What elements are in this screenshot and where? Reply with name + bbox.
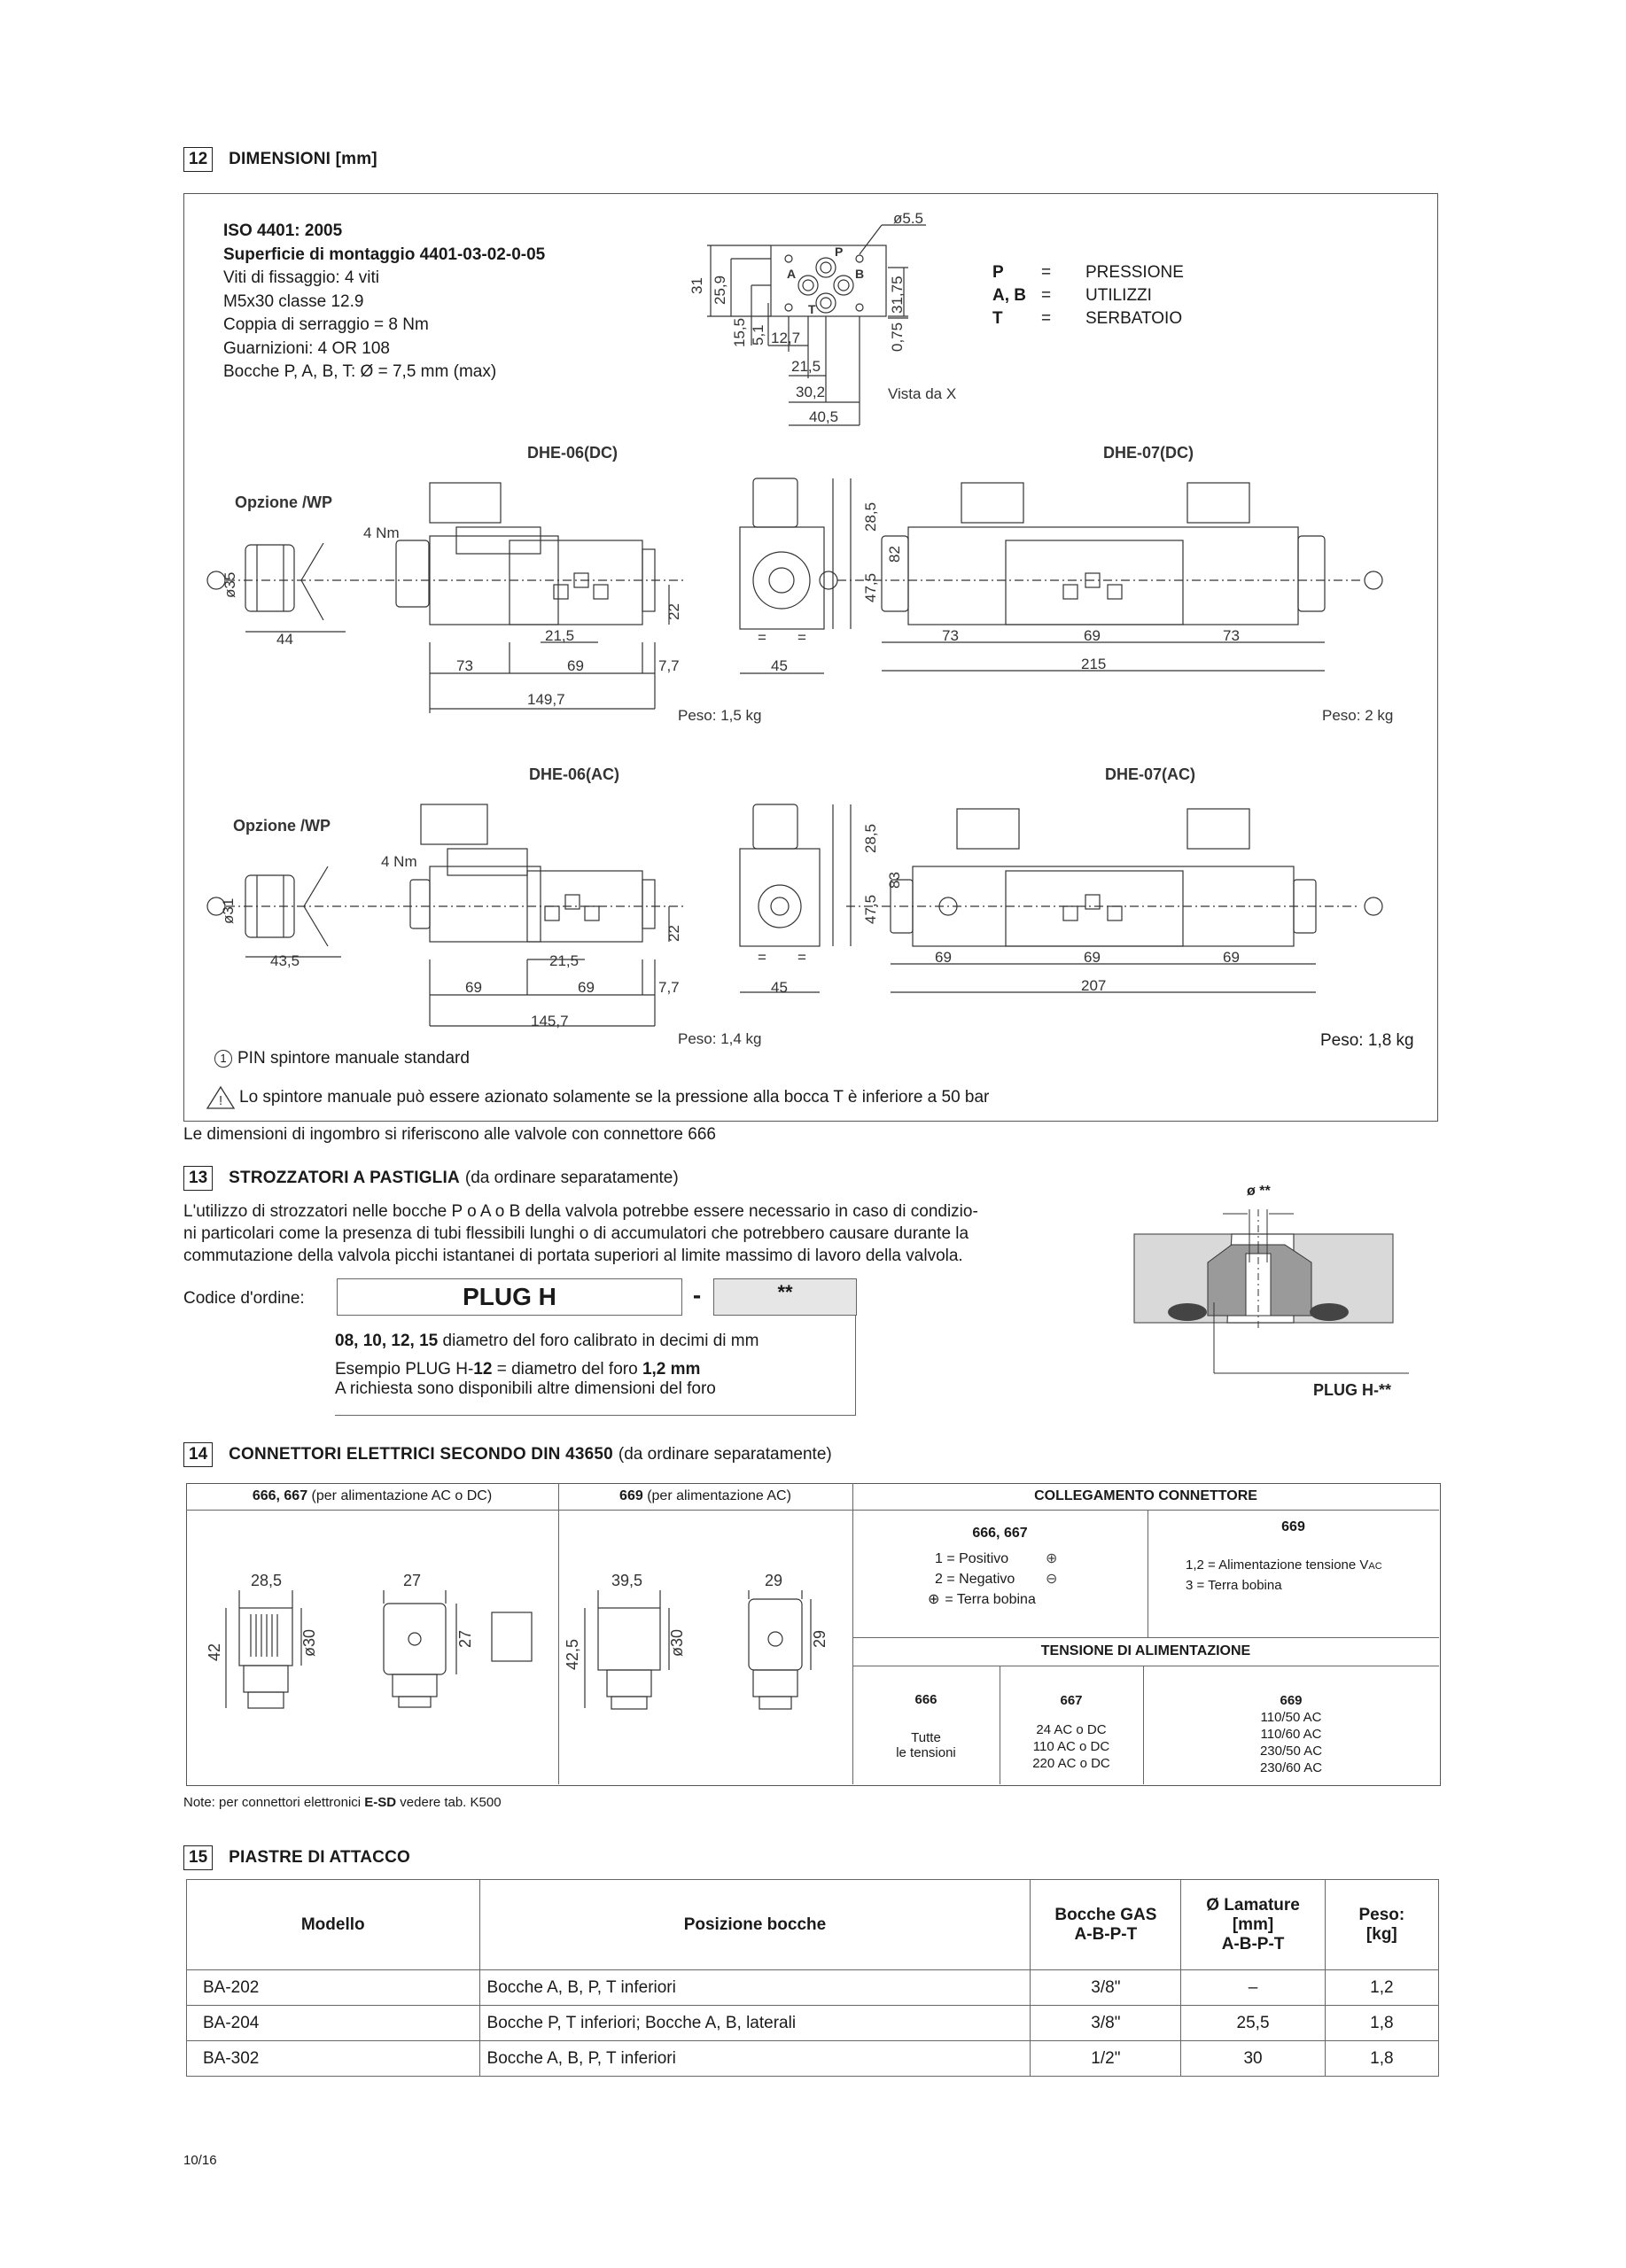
dim-label: 0,75 xyxy=(889,322,906,352)
weight-label: Peso: 2 kg xyxy=(1322,707,1394,724)
legend-key: T xyxy=(992,309,1003,328)
tension-line: Tutte xyxy=(911,1730,941,1745)
legend-value: SERBATOIO xyxy=(1085,309,1183,328)
dim-label: 207 xyxy=(1081,977,1107,994)
dc-valves-drawing xyxy=(191,439,1431,731)
warning-icon xyxy=(206,1085,236,1110)
drawing-title: DHE-06(AC) xyxy=(529,765,620,783)
drawing-title: DHE-06(DC) xyxy=(527,444,619,462)
weight-label: Peso: 1,5 kg xyxy=(678,707,762,724)
dim-label: 21,5 xyxy=(545,627,575,644)
iso-line: M5x30 classe 12.9 xyxy=(223,291,364,311)
dim-label: 73 xyxy=(942,627,959,644)
table-cell: 1,8 xyxy=(1325,2041,1438,2077)
table-header: Modello xyxy=(187,1880,480,1970)
note-a: Note: per connettori elettronici xyxy=(183,1795,365,1810)
pin-note-text: PIN spintore manuale standard xyxy=(237,1049,470,1068)
iso-line: Guarnizioni: 4 OR 108 xyxy=(223,338,390,358)
table-cell: 1/2" xyxy=(1031,2041,1181,2077)
dim-label: = xyxy=(758,949,766,966)
dim-label: 82 xyxy=(886,546,903,563)
dim-label: 25,9 xyxy=(712,275,728,305)
section-title-note: (da ordinare separatamente) xyxy=(618,1445,832,1464)
dim-label: 69 xyxy=(1084,949,1101,966)
view-label: Vista da X xyxy=(888,385,957,402)
dim-label: 21,5 xyxy=(791,358,821,375)
table-header: Bocche GAS A-B-P-T xyxy=(1031,1880,1181,1970)
order-code-plug: PLUG H xyxy=(337,1278,682,1316)
dim-label: 28,5 xyxy=(251,1572,283,1589)
drawing-title: DHE-07(AC) xyxy=(1105,765,1196,783)
legend-value: PRESSIONE xyxy=(1085,263,1184,282)
table-cell: – xyxy=(1181,1970,1325,2006)
plus-icon: ⊕ xyxy=(1046,1551,1058,1566)
wiring-666-title: 666, 667 xyxy=(972,1526,1028,1541)
throttle-paragraph xyxy=(183,1200,978,1267)
dim-label: 47,5 xyxy=(862,894,879,924)
tension-line: 220 AC o DC xyxy=(1032,1756,1110,1771)
tension-line: 110/50 AC xyxy=(1260,1710,1322,1725)
dim-label: 31,75 xyxy=(889,276,906,314)
table-cell: Bocche P, T inferiori; Bocche A, B, laterali xyxy=(479,2006,1031,2041)
table-cell: 1,2 xyxy=(1325,1970,1438,2006)
dim-label: 7,7 xyxy=(658,979,680,996)
dim-label: 215 xyxy=(1081,656,1107,672)
section-number: 13 xyxy=(183,1166,213,1191)
table-cell: 3/8" xyxy=(1031,2006,1181,2041)
example-b: 12 xyxy=(473,1360,493,1379)
pin-icon: 1 xyxy=(214,1050,232,1068)
table-header: Ø Lamature [mm] A-B-P-T xyxy=(1181,1880,1325,1970)
dim-label: 69 xyxy=(465,979,482,996)
tension-669 xyxy=(1143,1692,1439,1776)
connector-666-header xyxy=(186,1488,558,1504)
legend-key: P xyxy=(992,263,1004,282)
order-code-example xyxy=(335,1360,855,1379)
wiring-666-list xyxy=(928,1549,1036,1610)
weight-label: Peso: 1,4 kg xyxy=(678,1030,762,1047)
iso-line: Viti di fissaggio: 4 viti xyxy=(223,268,380,287)
paragraph-line: commutazione della valvola picchi istantanei di portata superiori al limite massimo di lavoro della valvola. xyxy=(183,1247,963,1265)
port-label: B xyxy=(855,267,865,281)
order-code-label: Codice d'ordine: xyxy=(183,1289,305,1308)
dim-label: 69 xyxy=(567,657,584,674)
dim-label: 27 xyxy=(403,1572,422,1589)
dim-label: 27 xyxy=(456,1629,474,1648)
tension-667 xyxy=(1000,1692,1143,1772)
table-cell: 1,8 xyxy=(1325,2006,1438,2041)
table-cell: 3/8" xyxy=(1031,1970,1181,2006)
dim-label: 44 xyxy=(276,631,293,648)
dim-label: 15,5 xyxy=(731,317,748,347)
dim-label: 69 xyxy=(578,979,595,996)
order-code-note: A richiesta sono disponibili altre dimensioni del foro xyxy=(335,1379,716,1398)
divider xyxy=(852,1510,1439,1511)
dim-label: 47,5 xyxy=(862,572,879,602)
footer-note: Le dimensioni di ingombro si riferiscono alle valvole con connettore 666 xyxy=(183,1125,716,1144)
dim-label: ø5.5 xyxy=(893,210,924,227)
plug-h-figure xyxy=(1125,1174,1444,1413)
h-bold: 669 xyxy=(619,1488,643,1503)
port-legend xyxy=(992,261,1184,330)
dim-label: 73 xyxy=(1223,627,1240,644)
option-label: Opzione /WP xyxy=(233,817,331,835)
dim-label: 39,5 xyxy=(611,1572,643,1589)
plug-fig-label: PLUG H-** xyxy=(1313,1381,1392,1399)
wiring-line: 3 = Terra bobina xyxy=(1186,1578,1282,1593)
weight-label: Peso: 1,8 kg xyxy=(1320,1031,1414,1050)
warning-note-text: Lo spintore manuale può essere azionato solamente se la pressione alla bocca T è inferiore a 50 bar xyxy=(239,1088,990,1107)
port-label: A xyxy=(787,267,797,281)
order-code-dash: - xyxy=(692,1281,702,1309)
table-cell: BA-202 xyxy=(187,1970,480,2006)
tension-title: 667 xyxy=(1060,1693,1083,1708)
legend-key: A, B xyxy=(992,286,1026,305)
dim-label: 29 xyxy=(765,1572,783,1589)
dim-label: 69 xyxy=(1223,949,1240,966)
table-header: Posizione bocche xyxy=(479,1880,1031,1970)
tension-line: 24 AC o DC xyxy=(1036,1722,1107,1737)
drawing-title: DHE-07(DC) xyxy=(1103,444,1194,462)
mounting-plates-table xyxy=(186,1879,1439,2077)
dim-label: 22 xyxy=(665,603,682,620)
h-rest: (per alimentazione AC o DC) xyxy=(307,1488,493,1503)
wiring-669-title: 669 xyxy=(1281,1519,1305,1534)
tension-line: 230/50 AC xyxy=(1259,1744,1323,1759)
dim-label: 83 xyxy=(886,872,903,889)
dim-label: 12,7 xyxy=(771,330,801,346)
desc-bold: 08, 10, 12, 15 xyxy=(335,1332,439,1350)
iso-line: Coppia di serraggio = 8 Nm xyxy=(223,315,429,334)
section-13-header xyxy=(183,1166,679,1191)
minus-icon: ⊖ xyxy=(1046,1572,1058,1587)
h-bold: 666, 667 xyxy=(252,1488,308,1503)
page-number: 10/16 xyxy=(183,2153,217,2168)
section-number: 15 xyxy=(183,1845,213,1870)
dim-label: 29 xyxy=(811,1629,829,1648)
dim-label: ø30 xyxy=(668,1628,686,1657)
dim-label: 43,5 xyxy=(270,952,300,969)
dim-label: 31 xyxy=(689,277,705,294)
tension-666 xyxy=(852,1692,1000,1760)
order-code-desc-box xyxy=(335,1316,856,1416)
dim-label: 7,7 xyxy=(658,657,680,674)
dim-label: = xyxy=(797,629,806,646)
note-c: vedere tab. K500 xyxy=(396,1795,502,1810)
dim-label: = xyxy=(758,629,766,646)
section-number: 12 xyxy=(183,147,213,172)
section-title: STROZZATORI A PASTIGLIA xyxy=(229,1169,460,1187)
table-row xyxy=(187,2006,1439,2041)
note-b: E-SD xyxy=(364,1795,397,1810)
dim-label: 30,2 xyxy=(796,384,826,400)
warning-note xyxy=(206,1085,989,1110)
legend-eq: = xyxy=(1041,309,1052,328)
wiring-symbols xyxy=(1046,1549,1057,1589)
order-code-option: ** xyxy=(713,1278,857,1316)
wiring-line-text: 1,2 = Alimentazione tensione V xyxy=(1186,1557,1369,1573)
legend-eq: = xyxy=(1041,263,1052,282)
connection-header: COLLEGAMENTO CONNETTORE xyxy=(1034,1488,1257,1503)
section-14-header xyxy=(183,1442,832,1467)
dim-label: ø31 xyxy=(220,897,237,924)
pin-note xyxy=(214,1049,470,1068)
paragraph-line: ni particolari come la presenza di tubi flessibili lunghi o di accumulatori che potrebbero causare durante la xyxy=(183,1224,969,1243)
table-cell: 25,5 xyxy=(1181,2006,1325,2041)
dim-label: = xyxy=(797,949,806,966)
connector-669-header xyxy=(558,1488,852,1504)
table-cell: BA-302 xyxy=(187,2041,480,2077)
ground-icon: ⊕ xyxy=(928,1592,940,1607)
table-cell: 30 xyxy=(1181,2041,1325,2077)
mounting-surface-drawing xyxy=(656,206,992,438)
port-label: P xyxy=(835,245,844,259)
dim-label: 145,7 xyxy=(531,1013,569,1029)
table-header-row xyxy=(187,1880,1439,1970)
paragraph-line: L'utilizzo di strozzatori nelle bocche P o A o B della valvola potrebbe essere necessario in caso di condizio- xyxy=(183,1202,978,1221)
table-header: Peso: [kg] xyxy=(1325,1880,1438,1970)
example-c: = diametro del foro xyxy=(492,1360,642,1379)
legend-eq: = xyxy=(1041,286,1052,305)
wiring-line xyxy=(1186,1556,1382,1576)
dim-label: 22 xyxy=(665,925,682,942)
divider xyxy=(852,1637,1439,1638)
table-cell: Bocche A, B, P, T inferiori xyxy=(479,1970,1031,2006)
tension-header: TENSIONE DI ALIMENTAZIONE xyxy=(1040,1643,1251,1658)
order-code-desc xyxy=(335,1332,855,1351)
dim-label: 28,5 xyxy=(862,823,879,853)
desc-rest: diametro del foro calibrato in decimi di mm xyxy=(438,1332,759,1350)
torque-label: 4 Nm xyxy=(381,853,417,870)
section-12-header xyxy=(183,147,377,172)
tension-line: le tensioni xyxy=(896,1745,956,1760)
h-rest: (per alimentazione AC) xyxy=(642,1488,791,1503)
section-title: PIASTRE DI ATTACCO xyxy=(229,1848,410,1867)
tension-title: 669 xyxy=(1280,1693,1303,1708)
subscript: AC xyxy=(1368,1561,1382,1572)
plug-dia-label: ø ** xyxy=(1247,1184,1271,1199)
tension-line: 230/60 AC xyxy=(1259,1760,1323,1775)
section-15-header xyxy=(183,1845,410,1870)
dim-label: 45 xyxy=(771,657,788,674)
iso-line: Bocche P, A, B, T: Ø = 7,5 mm (max) xyxy=(223,362,497,381)
section-title-note: (da ordinare separatamente) xyxy=(464,1169,679,1187)
dim-label: 21,5 xyxy=(549,952,580,969)
section-title: CONNETTORI ELETTRICI SECONDO DIN 43650 xyxy=(229,1445,613,1464)
connector-drawings xyxy=(191,1559,851,1719)
dim-label: 45 xyxy=(771,979,788,996)
iso-spec-block xyxy=(223,220,545,384)
wiring-line xyxy=(928,1589,1036,1610)
legend-value: UTILIZZI xyxy=(1085,286,1152,305)
dim-label: 42,5 xyxy=(564,1638,581,1670)
table-cell: BA-204 xyxy=(187,2006,480,2041)
section-number: 14 xyxy=(183,1442,213,1467)
dim-label: 28,5 xyxy=(862,501,879,532)
wiring-669-list xyxy=(1186,1556,1382,1596)
dim-label: 73 xyxy=(456,657,473,674)
tension-title: 666 xyxy=(914,1692,937,1707)
wiring-line-text: = Terra bobina xyxy=(945,1592,1036,1607)
dim-label: ø30 xyxy=(300,1628,318,1657)
mounting-surface: Superficie di montaggio 4401-03-02-0-05 xyxy=(223,245,546,264)
dim-label: 149,7 xyxy=(527,691,565,708)
dim-label: 5,1 xyxy=(750,324,766,346)
table-cell: Bocche A, B, P, T inferiori xyxy=(479,2041,1031,2077)
iso-standard: ISO 4401: 2005 xyxy=(223,221,343,240)
tension-line: 110/60 AC xyxy=(1260,1727,1322,1742)
table-row xyxy=(187,1970,1439,2006)
section-title: DIMENSIONI [mm] xyxy=(229,150,377,168)
wiring-line: 2 = Negativo xyxy=(935,1572,1015,1587)
tension-line: 110 AC o DC xyxy=(1032,1739,1110,1754)
dim-label: ø35 xyxy=(222,571,238,598)
example-d: 1,2 mm xyxy=(642,1360,701,1379)
torque-label: 4 Nm xyxy=(363,524,400,541)
dim-label: 40,5 xyxy=(809,408,839,425)
option-label: Opzione /WP xyxy=(235,493,332,511)
wiring-line: 1 = Positivo xyxy=(935,1551,1009,1566)
dim-label: 69 xyxy=(935,949,952,966)
svg-text:!: ! xyxy=(219,1093,223,1108)
dim-label: 42 xyxy=(206,1643,223,1661)
dim-label: 69 xyxy=(1084,627,1101,644)
table-row xyxy=(187,2041,1439,2077)
example-a: Esempio PLUG H- xyxy=(335,1360,474,1379)
port-label: T xyxy=(808,302,816,316)
connectors-note xyxy=(183,1795,502,1810)
